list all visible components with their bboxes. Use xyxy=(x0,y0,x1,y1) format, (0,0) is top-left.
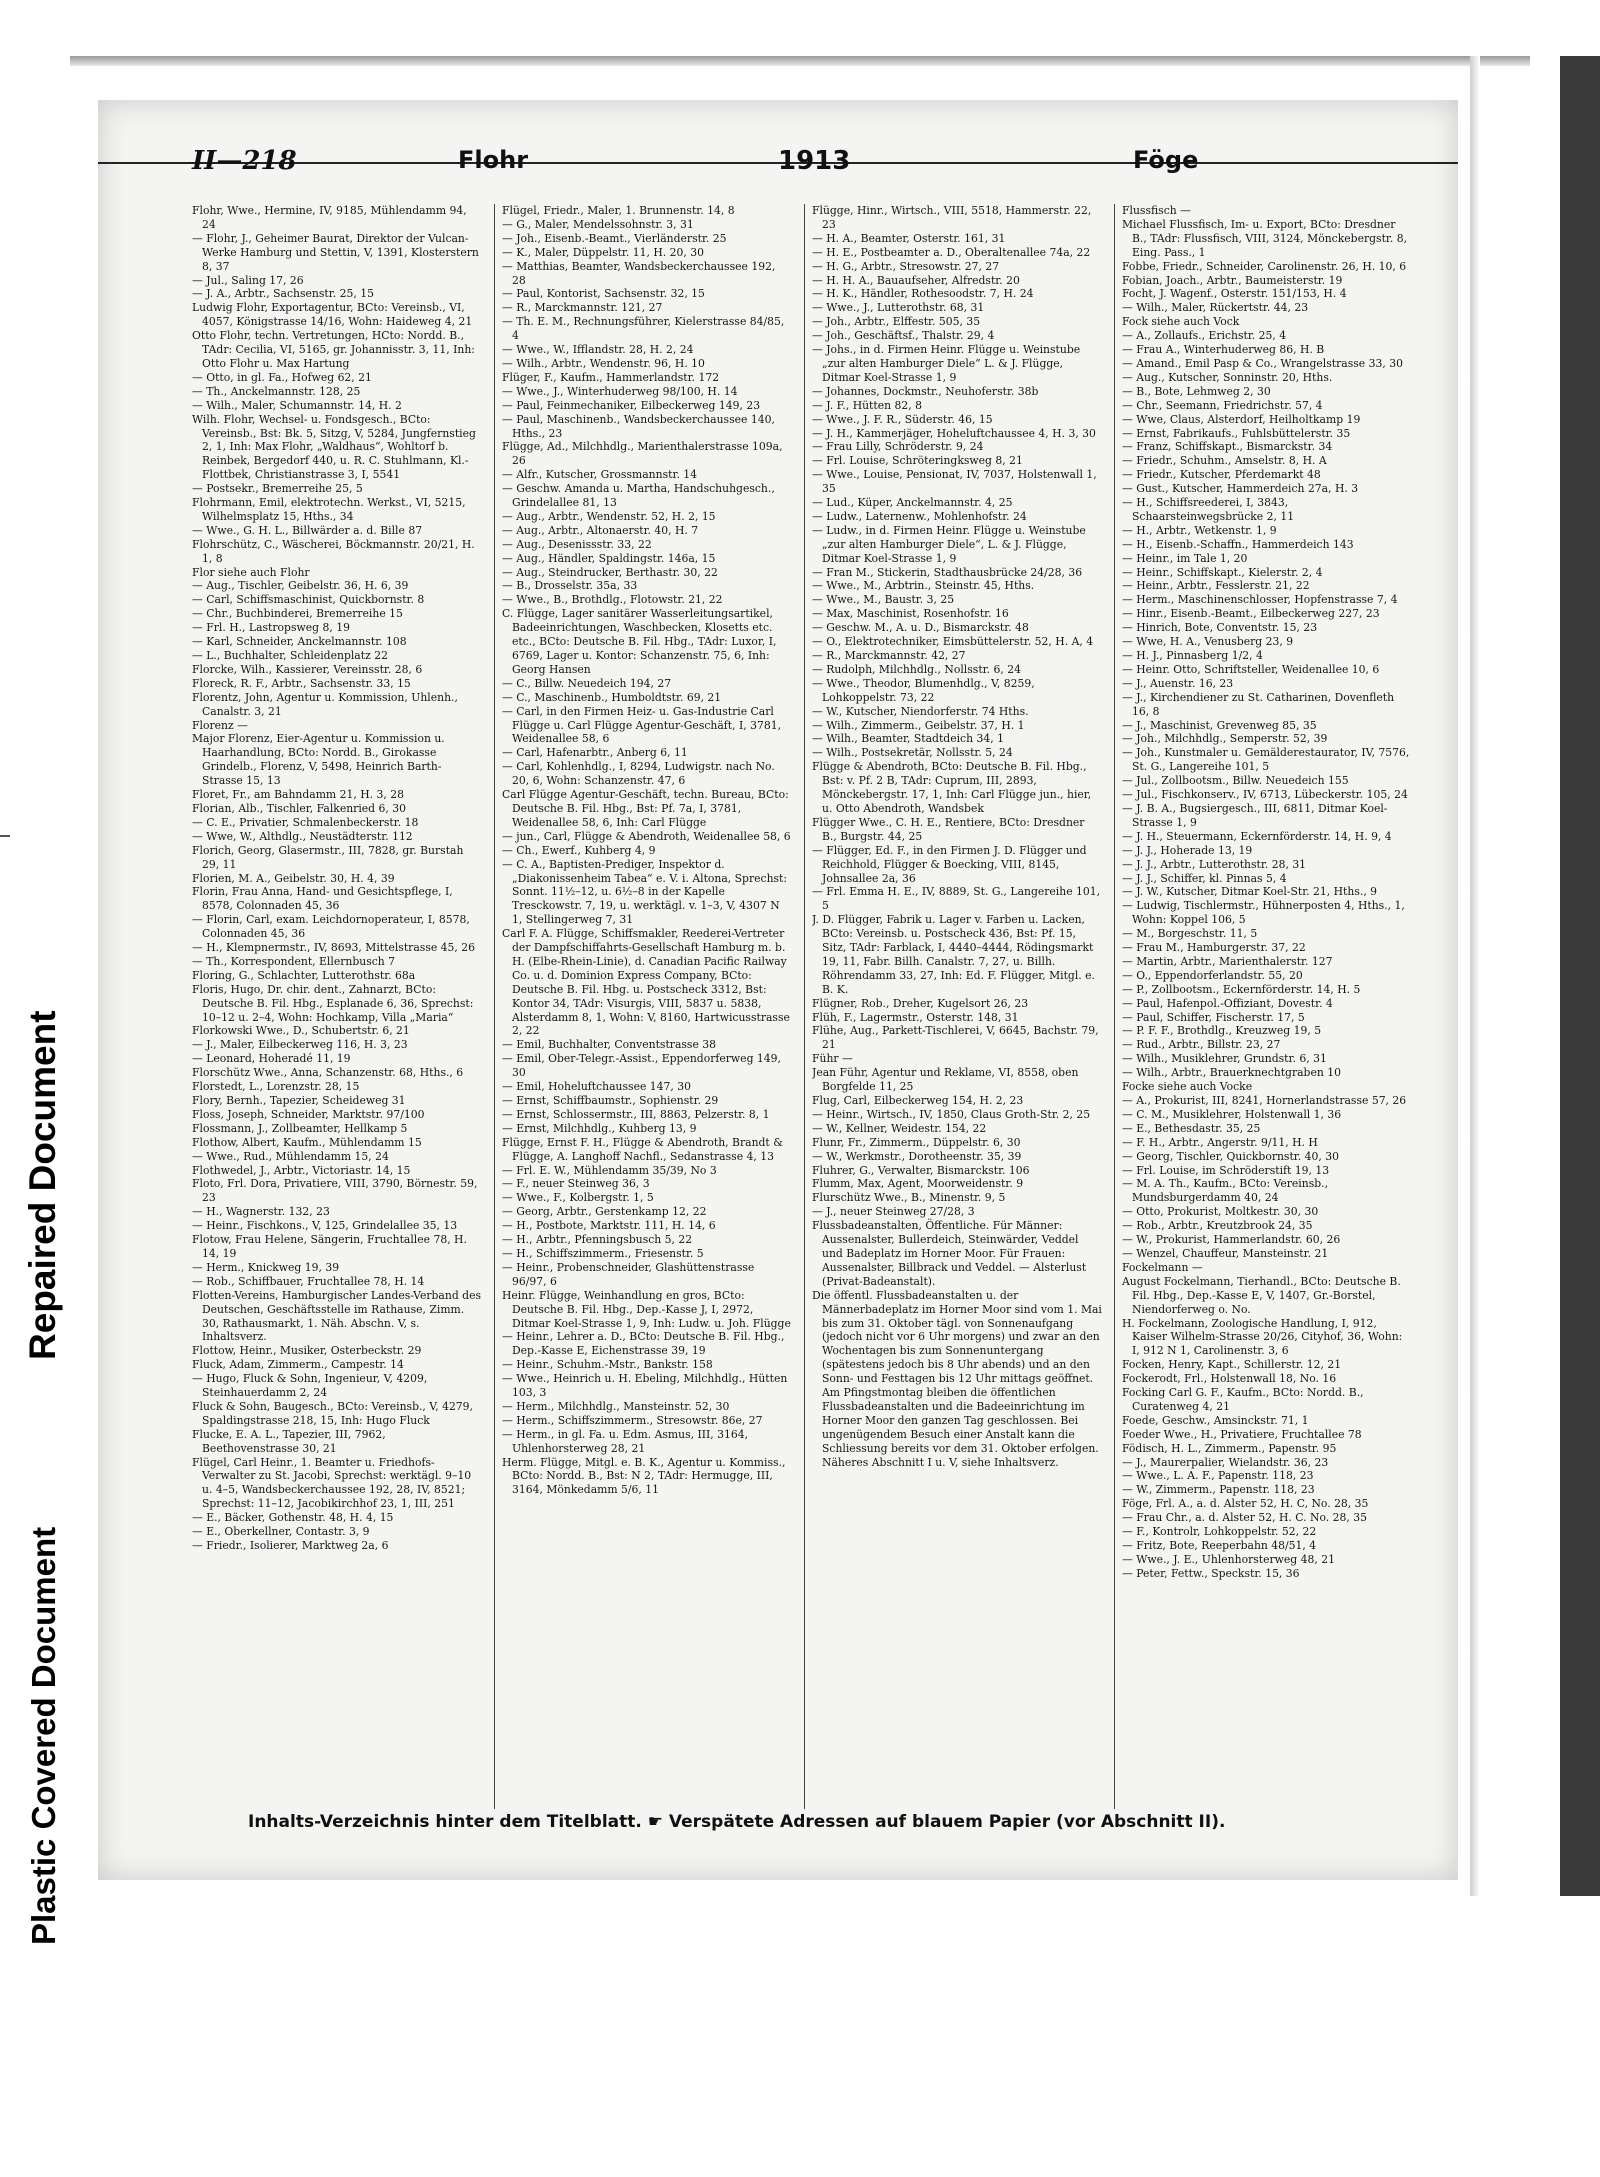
directory-entry: Fock siehe auch Vock xyxy=(1122,315,1240,329)
directory-entry: — J. A., Arbtr., Sachsenstr. 25, 15 xyxy=(192,287,374,301)
directory-entry: — Wwe., J. E., Uhlenhorsterweg 48, 21 xyxy=(1122,1552,1335,1566)
directory-entry: Floto, Frl. Dora, Privatiere, VIII, 3790, Börnestr. 59, 23 xyxy=(192,1177,478,1205)
directory-entry: Flotten-Vereins, Hamburgischer Landes-Verband des Deutschen, Geschäftsstelle im Rathause, Zimm. 30, Rathausmarkt, 1. Näh. Abschn. V, s. Inhaltsverz. xyxy=(192,1288,482,1344)
directory-entry: — Paul, Schiffer, Fischerstr. 17, 5 xyxy=(1122,1010,1305,1024)
directory-entry: H. Fockelmann, Zoologische Handlung, I, 912, Kaiser Wilhelm-Strasse 20/26, Cityhof, 36, Wohn: I, 912 N 1, Carolinenstr. 3, 6 xyxy=(1122,1316,1403,1358)
directory-entry: — Wwe., Rud., Mühlendamm 15, 24 xyxy=(192,1149,389,1163)
directory-entry: — Fritz, Bote, Reeperbahn 48/51, 4 xyxy=(1122,1539,1317,1552)
directory-entry: — Heinr., Lehrer a. D., BCto: Deutsche B. Fil. Hbg., Dep.-Kasse E, Eichenstrasse 39, 19 xyxy=(502,1330,785,1358)
directory-entry: Fobian, Joach., Arbtr., Baumeisterstr. 19 xyxy=(1122,273,1343,287)
directory-entry: — Wwe., M., Arbtrin., Steinstr. 45, Hths. xyxy=(812,579,1035,593)
column-rule xyxy=(494,204,495,1809)
directory-entry: Major Florenz, Eier-Agentur u. Kommission u. Haarhandlung, BCto: Nordd. B., Girokasse Grindelb., Florenz, V, 5498, Heinrich Barth-Strasse 15, 13 xyxy=(192,732,445,788)
directory-entry: Focken, Henry, Kapt., Schillerstr. 12, 21 xyxy=(1122,1358,1342,1372)
directory-entry: — Paul, Maschinenb., Wandsbeckerchaussee 140, Hths., 23 xyxy=(502,412,775,440)
directory-entry: Florien, M. A., Geibelstr. 30, H. 4, 39 xyxy=(192,871,395,885)
directory-entry: — Chr., Buchbinderei, Bremerreihe 15 xyxy=(192,607,403,621)
directory-entry: — F. H., Arbtr., Angerstr. 9/11, H. H xyxy=(1122,1135,1318,1149)
column-4 xyxy=(1122,204,1412,1809)
directory-entry: — Rob., Arbtr., Kreutzbrook 24, 35 xyxy=(1122,1219,1313,1233)
directory-entry: — Wwe., M., Baustr. 3, 25 xyxy=(812,593,955,607)
directory-entry: — H., Eisenb.-Schaffn., Hammerdeich 143 xyxy=(1122,537,1354,551)
directory-entry: — Amand., Emil Pasp & Co., Wrangelstrasse 33, 30 xyxy=(1122,356,1403,370)
directory-entry: — Herm., Knickweg 19, 39 xyxy=(192,1260,340,1274)
directory-entry: Flothwedel, J., Arbtr., Victoriastr. 14, 15 xyxy=(192,1163,411,1177)
directory-entry: — Paul, Kontorist, Sachsenstr. 32, 15 xyxy=(502,287,705,301)
directory-entry: Flüger, F., Kaufm., Hammerlandstr. 172 xyxy=(502,370,720,384)
directory-entry: — Frl. H., Lastropsweg 8, 19 xyxy=(192,621,350,635)
directory-entry: — Friedr., Schuhm., Amselstr. 8, H. A xyxy=(1122,454,1327,468)
directory-entry: — Postsekr., Bremerreihe 25, 5 xyxy=(192,482,363,496)
column-2 xyxy=(502,204,792,1809)
directory-entry: — Th. E. M., Rechnungsführer, Kielerstrasse 84/85, 4 xyxy=(502,315,785,343)
directory-entry: — J. H., Kammerjäger, Hoheluftchaussee 4, H. 3, 30 xyxy=(812,426,1096,440)
directory-entry: — W., Prokurist, Hammerlandstr. 60, 26 xyxy=(1122,1233,1341,1247)
directory-entry: — Ernst, Schiffbaumstr., Sophienstr. 29 xyxy=(502,1094,719,1107)
directory-entry: — Ernst, Fabrikaufs., Fuhlsbüttelerstr. 35 xyxy=(1122,426,1351,440)
directory-entry: — Heinr., Wirtsch., IV, 1850, Claus Groth-Str. 2, 25 xyxy=(812,1107,1091,1121)
directory-entry: — Martin, Arbtr., Marienthalerstr. 127 xyxy=(1122,954,1333,968)
directory-entry: — Emil, Buchhalter, Conventstrasse 38 xyxy=(502,1038,717,1052)
directory-entry: Flory, Bernh., Tapezier, Scheideweg 31 xyxy=(192,1094,406,1107)
directory-entry: — Peter, Fettw., Speckstr. 15, 36 xyxy=(1122,1566,1300,1580)
directory-entry: — Wwe, Claus, Alsterdorf, Heilholtkamp 19 xyxy=(1122,412,1361,426)
directory-entry: Carl F. A. Flügge, Schiffsmakler, Reederei-Vertreter der Dampfschiffahrts-Gesellschaft Hamburg m. b. H. (Elbe-Rhein-Linie), d. Canadian Pacific Railway Co. u. d. Dominion Express Company, BCto: Deutsche B. Fil. Hbg. u. Postscheck 3312, Bst: Kontor 34, TAdr: Visurgis, VIII, 5837 u. 5838, Alsterdamm 8, 1, Wohn: V, 8160, Hartwicusstrasse 2, 22 xyxy=(502,927,790,1038)
directory-entry: — H. J., Pinnasberg 1/2, 4 xyxy=(1122,649,1263,662)
directory-entry: — Rob., Schiffbauer, Fruchtallee 78, H. 14 xyxy=(192,1274,425,1288)
directory-entry: — Heinr., Arbtr., Fesslerstr. 21, 22 xyxy=(1122,579,1310,593)
directory-entry: — J., Kirchendiener zu St. Catharinen, Dovenfleth 16, 8 xyxy=(1122,690,1395,718)
directory-entry: — O., Eppendorferlandstr. 55, 20 xyxy=(1122,968,1303,982)
directory-entry: Florenz — xyxy=(192,718,248,732)
last-guide-word: Föge xyxy=(1133,146,1199,174)
directory-entry: Flügner, Rob., Dreher, Kugelsort 26, 23 xyxy=(812,996,1029,1010)
directory-entry: Focke siehe auch Vocke xyxy=(1122,1080,1253,1094)
directory-entry: — Wilh., Zimmerm., Geibelstr. 37, H. 1 xyxy=(812,718,1025,732)
directory-entry: — P., Zollbootsm., Eckernförderstr. 14, H. 5 xyxy=(1122,982,1361,996)
directory-entry: — Frau A., Winterhuderweg 86, H. B xyxy=(1122,343,1325,357)
top-shadow xyxy=(70,56,1530,66)
directory-entry: Flühe, Aug., Parkett-Tischlerei, V, 6645, Bachstr. 79, 21 xyxy=(812,1024,1099,1052)
directory-entry: Foeder Wwe., H., Privatiere, Fruchtallee 78 xyxy=(1122,1427,1362,1441)
directory-entry: — C. M., Musiklehrer, Holstenwall 1, 36 xyxy=(1122,1107,1342,1121)
directory-entry: — O., Elektrotechniker, Eimsbüttelerstr. 52, H. A, 4 xyxy=(812,635,1094,649)
directory-entry: Florcke, Wilh., Kassierer, Vereinsstr. 28, 6 xyxy=(192,662,423,676)
directory-entry: — H. E., Postbeamter a. D., Oberaltenallee 74a, 22 xyxy=(812,245,1091,259)
directory-entry: — J., Auenstr. 16, 23 xyxy=(1122,676,1234,690)
directory-entry: — Frau M., Hamburgerstr. 37, 22 xyxy=(1122,941,1306,955)
directory-entry: — E., Oberkellner, Contastr. 3, 9 xyxy=(192,1525,370,1539)
directory-entry: — Wenzel, Chauffeur, Mansteinstr. 21 xyxy=(1122,1246,1329,1260)
directory-entry: — Ludw., Laternenw., Mohlenhofstr. 24 xyxy=(812,509,1027,523)
directory-entry: — Heinr., Schiffskapt., Kielerstr. 2, 4 xyxy=(1122,565,1323,579)
directory-entry: Flussbadeanstalten, Öffentliche. Für Männer: Aussenalster, Bullerdeich, Steinwärder, Veddel und Badeplatz im Horner Moor. Für Frauen: Aussenalster, Billbrack und Veddel. — Alsterlust (Privat-Badeanstalt). xyxy=(812,1219,1087,1288)
directory-entry: — Gust., Kutscher, Hammerdeich 27a, H. 3 xyxy=(1122,482,1359,496)
directory-entry: Floreck, R. F., Arbtr., Sachsenstr. 33, 15 xyxy=(192,676,411,690)
directory-entry: — Aug., Desenissstr. 33, 22 xyxy=(502,537,652,551)
directory-entry: Flügge & Abendroth, BCto: Deutsche B. Fil. Hbg., Bst: v. Pf. 2 B, TAdr: Cuprum, III, 2893, Mönckebergstr. 17, 1, Inh: Carl Flügge jun., hier, u. Otto Abendroth, Wandsbek xyxy=(812,760,1092,815)
directory-entry: — J. F., Hütten 82, 8 xyxy=(812,398,922,412)
directory-entry: Fluck, Adam, Zimmerm., Campestr. 14 xyxy=(192,1358,404,1372)
directory-entry: Florstedt, L., Lorenzstr. 28, 15 xyxy=(192,1080,360,1094)
directory-entry: — Paul, Feinmechaniker, Eilbeckerweg 149, 23 xyxy=(502,398,761,412)
directory-entry: Jean Führ, Agentur und Reklame, VI, 8558, oben Borgfelde 11, 25 xyxy=(812,1066,1079,1094)
directory-entry: — Rud., Arbtr., Billstr. 23, 27 xyxy=(1122,1038,1281,1052)
directory-entry: — Heinr., Probenschneider, Glashüttenstrasse 96/97, 6 xyxy=(502,1260,755,1288)
directory-entry: — Geschw. M., A. u. D., Bismarckstr. 48 xyxy=(812,621,1029,635)
directory-entry: — Wwe., F., Kolbergstr. 1, 5 xyxy=(502,1191,654,1205)
directory-entry: — C. E., Privatier, Schmalenbeckerstr. 18 xyxy=(192,815,419,829)
directory-entry: — Wwe, H. A., Venusberg 23, 9 xyxy=(1122,635,1294,649)
directory-entry: — Hinrich, Bote, Conventstr. 15, 23 xyxy=(1122,621,1318,635)
directory-entry: — Florin, Carl, exam. Leichdornoperateur, I, 8578, Colonnaden 45, 36 xyxy=(192,913,470,941)
directory-entry: — Aug., Arbtr., Wendenstr. 52, H. 2, 15 xyxy=(502,509,716,523)
directory-entry: Flottow, Heinr., Musiker, Osterbeckstr. 29 xyxy=(192,1344,422,1358)
directory-entry: Flüh, F., Lagermstr., Osterstr. 148, 31 xyxy=(812,1010,1019,1024)
directory-entry: Flucke, E. A. L., Tapezier, III, 7962, Beethovenstrasse 30, 21 xyxy=(192,1427,386,1455)
directory-entry: Foede, Geschw., Amsinckstr. 71, 1 xyxy=(1122,1413,1309,1427)
directory-entry: — L., Buchhalter, Schleidenplatz 22 xyxy=(192,649,388,662)
directory-entry: Führ — xyxy=(812,1052,853,1066)
directory-entry: — Joh., Milchhdlg., Semperstr. 52, 39 xyxy=(1122,732,1328,746)
directory-entry: — Heinr., Fischkons., V, 125, Grindelallee 35, 13 xyxy=(192,1219,458,1233)
directory-entry: — Frl. Emma H. E., IV, 8889, St. G., Langereihe 101, 5 xyxy=(812,885,1101,913)
page-header xyxy=(98,100,1458,176)
directory-entry: — Matthias, Beamter, Wandsbeckerchaussee 192, 28 xyxy=(502,259,776,287)
directory-entry: — C., Maschinenb., Humboldtstr. 69, 21 xyxy=(502,690,722,704)
directory-entry: — Wwe., Theodor, Blumenhdlg., V, 8259, Lohkoppelstr. 73, 22 xyxy=(812,676,1035,704)
directory-entry: Floring, G., Schlachter, Lutterothstr. 68a xyxy=(192,968,416,982)
directory-entry: — Max, Maschinist, Rosenhofstr. 16 xyxy=(812,607,1009,621)
directory-entry: — G., Maler, Mendelssohnstr. 3, 31 xyxy=(502,217,694,231)
directory-entry: — jun., Carl, Flügge & Abendroth, Weidenallee 58, 6 xyxy=(502,829,791,843)
directory-entry: Flügge, Ernst F. H., Flügge & Abendroth, Brandt & Flügge, A. Langhoff Nachfl., Sedanstrasse 4, 13 xyxy=(502,1135,783,1163)
directory-entry: — E., Bäcker, Gothenstr. 48, H. 4, 15 xyxy=(192,1511,394,1525)
directory-entry: Flussfisch — xyxy=(1122,204,1191,217)
directory-entry: — Otto, in gl. Fa., Hofweg 62, 21 xyxy=(192,370,372,384)
directory-entry: — Wilh., Maler, Schumannstr. 14, H. 2 xyxy=(192,398,402,412)
directory-entry: — W., Werkmstr., Dorotheenstr. 35, 39 xyxy=(812,1149,1022,1163)
directory-entry: — Wilh., Beamter, Stadtdeich 34, 1 xyxy=(812,732,1004,746)
directory-entry: — Joh., Geschäftsf., Thalstr. 29, 4 xyxy=(812,329,995,343)
directory-entry: — Frl. Louise, im Schröderstift 19, 13 xyxy=(1122,1163,1330,1177)
directory-entry: Flohr, Wwe., Hermine, IV, 9185, Mühlendamm 94, 24 xyxy=(192,204,467,231)
directory-entry: C. Flügge, Lager sanitärer Wasserleitungsartikel, Badeeinrichtungen, Waschbecken, Klosetts etc. etc., BCto: Deutsche B. Fil. Hbg., TAdr: Luxor, I, 6769, Lager u. Kontor: Schanzenstr. 75, 6, Inh: Georg Hansen xyxy=(502,607,777,676)
directory-entry: — J., neuer Steinweg 27/28, 3 xyxy=(812,1205,975,1219)
directory-entry: — Frl. Louise, Schröteringksweg 8, 21 xyxy=(812,454,1023,468)
directory-entry: — J. J., Arbtr., Lutterothstr. 28, 31 xyxy=(1122,857,1307,871)
directory-entry: — B., Bote, Lehmweg 2, 30 xyxy=(1122,384,1271,398)
directory-entry: — J., Maurerpalier, Wielandstr. 36, 23 xyxy=(1122,1455,1329,1469)
plastic-covered-document-label: Plastic Covered Document xyxy=(25,1526,62,1945)
directory-entry: — M., Borgeschstr. 11, 5 xyxy=(1122,927,1258,941)
directory-entry: — Frl. E. W., Mühlendamm 35/39, No 3 xyxy=(502,1163,717,1177)
directory-entry: — Herm., Milchhdlg., Mansteinstr. 52, 30 xyxy=(502,1399,730,1413)
directory-entry: — K., Maler, Düppelstr. 11, H. 20, 30 xyxy=(502,245,704,259)
directory-entry: — Herm., Maschinenschlosser, Hopfenstrasse 7, 4 xyxy=(1122,593,1398,607)
directory-entry: — H., Schiffsreederei, I, 3843, Schaarsteinwegsbrücke 2, 11 xyxy=(1122,496,1295,523)
directory-entry: — Johannes, Dockmstr., Neuhoferstr. 38b xyxy=(812,384,1039,398)
directory-entry: — Wwe., B., Brothdlg., Flotowstr. 21, 22 xyxy=(502,593,723,607)
directory-entry: — Joh., Arbtr., Elffestr. 505, 35 xyxy=(812,315,981,329)
directory-entry: — Flohr, J., Geheimer Baurat, Direktor der Vulcan-Werke Hamburg und Stettin, V, 1391, Klosterstern 8, 37 xyxy=(192,231,479,273)
directory-entry: Flumm, Max, Agent, Moorweidenstr. 9 xyxy=(812,1177,1024,1191)
directory-entry: Flohrschütz, C., Wäscherei, Böckmannstr. 20/21, H. 1, 8 xyxy=(192,537,475,565)
directory-entry: — Aug., Tischler, Geibelstr. 36, H. 6, 39 xyxy=(192,579,409,593)
directory-entry: — Th., Anckelmannstr. 128, 25 xyxy=(192,384,361,398)
directory-entry: — Wwe., W., Ifflandstr. 28, H. 2, 24 xyxy=(502,343,694,357)
directory-entry: Fluck & Sohn, Baugesch., BCto: Vereinsb., V, 4279, Spaldingstrasse 218, 15, Inh: Hugo Fluck xyxy=(192,1399,473,1427)
directory-entry: Fockelmann — xyxy=(1122,1260,1203,1274)
directory-entry: — H. A., Beamter, Osterstr. 161, 31 xyxy=(812,231,1006,245)
directory-entry: — Heinr., im Tale 1, 20 xyxy=(1122,551,1248,565)
directory-entry: — Herm., Schiffszimmerm., Stresowstr. 86e, 27 xyxy=(502,1413,763,1427)
directory-entry: — H. G., Arbtr., Stresowstr. 27, 27 xyxy=(812,259,1000,273)
directory-entry: — Karl, Schneider, Anckelmannstr. 108 xyxy=(192,635,407,649)
directory-entry: — Ch., Ewerf., Kuhberg 4, 9 xyxy=(502,843,656,857)
directory-entry: — Herm., in gl. Fa. u. Edm. Asmus, III, 3164, Uhlenhorsterweg 28, 21 xyxy=(502,1427,749,1455)
directory-entry: Florian, Alb., Tischler, Falkenried 6, 30 xyxy=(192,801,407,815)
directory-entry: — Th., Korrespondent, Ellernbusch 7 xyxy=(192,954,396,968)
directory-entry: — P. F. F., Brothdlg., Kreuzweg 19, 5 xyxy=(1122,1024,1322,1038)
directory-entry: — Alfr., Kutscher, Grossmannstr. 14 xyxy=(502,468,698,482)
directory-entry: — Friedr., Isolierer, Marktweg 2a, 6 xyxy=(192,1539,389,1552)
directory-entry: Föge, Frl. A., a. d. Alster 52, H. C, No. 28, 35 xyxy=(1122,1497,1369,1511)
directory-entry: — J., Maschinist, Grevenweg 85, 35 xyxy=(1122,718,1317,732)
directory-entry: — H., Wagnerstr. 132, 23 xyxy=(192,1205,330,1219)
directory-entry: — Johs., in d. Firmen Heinr. Flügge u. Weinstube „zur alten Hamburger Diele“ L. & J. Flügge, Ditmar Koel-Strasse 1, 9 xyxy=(812,343,1081,384)
directory-entry: Fockerodt, Frl., Holstenwall 18, No. 16 xyxy=(1122,1372,1337,1386)
directory-entry: — J. W., Kutscher, Ditmar Koel-Str. 21, Hths., 9 xyxy=(1122,885,1378,899)
directory-entry: — J. B. A., Bugsiergesch., III, 6811, Ditmar Koel-Strasse 1, 9 xyxy=(1122,801,1388,829)
directory-entry: Flügel, Carl Heinr., 1. Beamter u. Friedhofs-Verwalter zu St. Jacobi, Sprechst: werktägl. 9–10 u. 4–5, Wandsbeckerchaussee 192, 28, IV, 8521; Sprechst: 11–12, Jacobikirchhof 23, 1, III, 251 xyxy=(192,1455,472,1511)
directory-entry: — C., Billw. Neuedeich 194, 27 xyxy=(502,676,672,690)
directory-entry: — Wwe., J. F. R., Süderstr. 46, 15 xyxy=(812,412,993,426)
first-guide-word: Flohr xyxy=(458,146,529,174)
directory-entry: Ludwig Flohr, Exportagentur, BCto: Vereinsb., VI, 4057, Königstrasse 14/16, Wohn: Haideweg 4, 21 xyxy=(192,301,473,329)
directory-entry: — H., Postbote, Marktstr. 111, H. 14, 6 xyxy=(502,1219,716,1233)
directory-entry: — Otto, Prokurist, Moltkestr. 30, 30 xyxy=(1122,1205,1319,1219)
directory-entry: — Joh., Eisenb.-Beamt., Vierländerstr. 25 xyxy=(502,231,727,245)
edge-dash xyxy=(0,835,10,837)
directory-entry: — Jul., Fischkonserv., IV, 6713, Lübeckerstr. 105, 24 xyxy=(1122,788,1408,802)
directory-entry: — Carl, Kohlenhdlg., I, 8294, Ludwigstr. nach No. 20, 6, Wohn: Schanzenstr. 47, 6 xyxy=(502,760,775,788)
directory-entry: — Lud., Küper, Anckelmannstr. 4, 25 xyxy=(812,496,1013,510)
directory-entry: Herm. Flügge, Mitgl. e. B. K., Agentur u. Kommiss., BCto: Nordd. B., Bst: N 2, TAdr: Hermugge, III, 3164, Mönkedamm 5/6, 11 xyxy=(502,1455,786,1497)
directory-entry: — W., Zimmerm., Papenstr. 118, 23 xyxy=(1122,1483,1315,1497)
directory-entry: — C. A., Baptisten-Prediger, Inspektor d. „Diakonissenheim Tabea“ e. V. i. Altona, Sprechst: Sonnt. 11½–12, u. 6½–8 in der Kapelle Tresckowstr. 7, 19, u. werktägl. v. 1–3, V, 4307 N 1, Stellingerweg 7, 31 xyxy=(502,857,788,927)
directory-entry: — Friedr., Kutscher, Pferdemarkt 48 xyxy=(1122,468,1321,482)
column-3 xyxy=(812,204,1102,1809)
directory-entry: Flurschütz Wwe., B., Minenstr. 9, 5 xyxy=(812,1191,1006,1205)
directory-entry: Floris, Hugo, Dr. chir. dent., Zahnarzt, BCto: Deutsche B. Fil. Hbg., Esplanade 6, 36, Sprechst: 10–12 u. 2–4, Wohn: Hochkamp, Villa „Maria“ xyxy=(192,982,474,1024)
directory-entry: — Wilh., Postsekretär, Nollsstr. 5, 24 xyxy=(812,746,1013,760)
directory-entry: Florkowski Wwe., D., Schubertstr. 6, 21 xyxy=(192,1024,410,1038)
directory-entry: — R., Marckmannstr. 42, 27 xyxy=(812,649,966,662)
directory-entry: — Flügger, Ed. F., in den Firmen J. D. Flügger und Reichhold, Flügger & Boecking, VIII, 8145, Johnsallee 2a, 36 xyxy=(812,843,1087,885)
directory-entry: — Geschw. Amanda u. Martha, Handschuhgesch., Grindelallee 81, 13 xyxy=(502,482,775,510)
directory-entry: — Heinr., Schuhm.-Mstr., Bankstr. 158 xyxy=(502,1358,713,1372)
directory-entry: — Aug., Kutscher, Sonninstr. 20, Hths. xyxy=(1122,370,1333,384)
column-1 xyxy=(192,204,482,1809)
directory-entry: — Heinr. Otto, Schriftsteller, Weidenallee 10, 6 xyxy=(1122,662,1380,676)
directory-entry: — Emil, Hoheluftchaussee 147, 30 xyxy=(502,1080,692,1094)
directory-entry: — Ludwig, Tischlermstr., Hühnerposten 4, Hths., 1, Wohn: Koppel 106, 5 xyxy=(1122,899,1405,927)
directory-entry: — Aug., Steindrucker, Berthastr. 30, 22 xyxy=(502,565,718,579)
directory-entry: — Wwe., J., Lutterothstr. 68, 31 xyxy=(812,301,985,315)
directory-entry: J. D. Flügger, Fabrik u. Lager v. Farben u. Lacken, BCto: Vereinsb. u. Postscheck 436, Bst: Pf. 15, Sitz, TAdr: Farblack, I, 4440–4444, Rödingsmarkt 19, 11, Fabr. Billh. Canalstr. 7, 27, u. Billh. Röhrendamm 33, 27, Inh: Ed. F. Flügger, Mitgl. e. B. K. xyxy=(812,913,1095,996)
directory-entry: — J. J., Hoherade 13, 19 xyxy=(1122,843,1253,857)
directory-entry: Flothow, Albert, Kaufm., Mühlendamm 15 xyxy=(192,1135,422,1149)
repaired-document-label: Repaired Document xyxy=(22,1010,63,1360)
directory-entry: Wilh. Flohr, Wechsel- u. Fondsgesch., BCto: Vereinsb., Bst: Bk. 5, Sitzg, V, 5284, Jungfernstieg 2, 1, Inh: Max Flohr, „Waldhaus“, Wohltorf b. Reinbek, Bergedorf 440, u. R. C. Stuhlmann, Kl.-Flottbek, Christianstrasse 3, I, 5541 xyxy=(192,412,476,482)
directory-entry: Florschütz Wwe., Anna, Schanzenstr. 68, Hths., 6 xyxy=(192,1066,464,1080)
directory-entry: — Ernst, Schlossermstr., III, 8863, Pelzerstr. 8, 1 xyxy=(502,1107,770,1121)
directory-page xyxy=(98,100,1458,1880)
directory-entry: — Georg, Arbtr., Gerstenkamp 12, 22 xyxy=(502,1205,707,1219)
directory-entry: — H., Klempnermstr., IV, 8693, Mittelstrasse 45, 26 xyxy=(192,941,476,955)
directory-entry: — Carl, in den Firmen Heiz- u. Gas-Industrie Carl Flügge u. Carl Flügge Agentur-Geschäft, I, 3781, Weidenallee 58, 6 xyxy=(502,704,782,746)
directory-entry: — W., Kellner, Weidestr. 154, 22 xyxy=(812,1121,987,1135)
directory-entry: — Georg, Tischler, Quickbornstr. 40, 30 xyxy=(1122,1149,1339,1163)
directory-entry: — Hugo, Fluck & Sohn, Ingenieur, V, 4209, Steinhauerdamm 2, 24 xyxy=(192,1372,428,1400)
footer-note: Inhalts-Verzeichnis hinter dem Titelblatt. ☛ Verspätete Adressen auf blauem Papier (vor Abschnitt II). xyxy=(248,1812,1226,1832)
directory-entry: August Fockelmann, Tierhandl., BCto: Deutsche B. Fil. Hbg., Dep.-Kasse E, V, 1407, Gr.-Borstel, Niendorferweg o. No. xyxy=(1122,1274,1401,1316)
directory-entry: Flügger Wwe., C. H. E., Rentiere, BCto: Dresdner B., Burgstr. 44, 25 xyxy=(812,815,1085,843)
directory-entry: — Fran M., Stickerin, Stadthausbrücke 24/28, 36 xyxy=(812,565,1083,579)
directory-entry: — Leonard, Hoheradé 11, 19 xyxy=(192,1052,351,1066)
year: 1913 xyxy=(778,146,851,176)
directory-entry: — Jul., Saling 17, 26 xyxy=(192,273,304,287)
directory-entry: — B., Drosselstr. 35a, 33 xyxy=(502,579,638,593)
directory-entry: — Wilh., Musiklehrer, Grundstr. 6, 31 xyxy=(1122,1052,1327,1066)
directory-entry: Flohrmann, Emil, elektrotechn. Werkst., VI, 5215, Wilhelmsplatz 15, Hths., 34 xyxy=(192,496,466,523)
directory-entry: — Wwe., Heinrich u. H. Ebeling, Milchhdlg., Hütten 103, 3 xyxy=(502,1372,788,1400)
directory-entry: — H., Arbtr., Wetkenstr. 1, 9 xyxy=(1122,523,1277,537)
directory-entry: Flug, Carl, Eilbeckerweg 154, H. 2, 23 xyxy=(812,1094,1024,1107)
directory-entry: Flossmann, J., Zollbeamter, Hellkamp 5 xyxy=(192,1121,408,1135)
directory-entry: — Wilh., Arbtr., Wendenstr. 96, H. 10 xyxy=(502,356,705,370)
directory-entry: — Chr., Seemann, Friedrichstr. 57, 4 xyxy=(1122,398,1323,412)
directory-entry: — R., Marckmannstr. 121, 27 xyxy=(502,301,663,315)
directory-entry: Carl Flügge Agentur-Geschäft, techn. Bureau, BCto: Deutsche B. Fil. Hbg., Bst: Pf. 7a, I, 3781, Weidenallee 58, 6, Inh: Carl Flügge xyxy=(502,788,789,829)
directory-entry: — J. H., Steuermann, Eckernförderstr. 14, H. 9, 4 xyxy=(1122,829,1392,843)
directory-entry: — Ernst, Milchhdlg., Kuhberg 13, 9 xyxy=(502,1121,697,1135)
entry-columns xyxy=(192,204,1432,1809)
directory-entry: — Aug., Händler, Spaldingstr. 146a, 15 xyxy=(502,551,716,565)
directory-entry: — J. J., Schiffer, kl. Pinnas 5, 4 xyxy=(1122,871,1287,885)
directory-entry: — Frau Chr., a. d. Alster 52, H. C. No. 28, 35 xyxy=(1122,1511,1367,1525)
column-rule xyxy=(1114,204,1115,1809)
directory-entry: — Wilh., Arbtr., Brauerknechtgraben 10 xyxy=(1122,1066,1341,1080)
directory-entry: Flotow, Frau Helene, Sängerin, Fruchtallee 78, H. 14, 19 xyxy=(192,1233,467,1260)
directory-entry: Fluhrer, G., Verwalter, Bismarckstr. 106 xyxy=(812,1163,1030,1177)
directory-entry: — H. H. A., Bauaufseher, Alfredstr. 20 xyxy=(812,273,1020,287)
directory-entry: Floss, Joseph, Schneider, Marktstr. 97/100 xyxy=(192,1107,425,1121)
directory-entry: — A., Prokurist, III, 8241, Hornerlandstrasse 57, 26 xyxy=(1122,1094,1407,1107)
directory-entry: — Frau Lilly, Schröderstr. 9, 24 xyxy=(812,440,984,454)
directory-entry: Flügge, Hinr., Wirtsch., VIII, 5518, Hammerstr. 22, 23 xyxy=(812,204,1092,231)
directory-entry: Floret, Fr., am Bahndamm 21, H. 3, 28 xyxy=(192,788,404,802)
directory-entry: — W., Kutscher, Niendorferstr. 74 Hths. xyxy=(812,704,1029,718)
directory-entry: — Wwe., G. H. L., Billwärder a. d. Bille 87 xyxy=(192,523,423,537)
directory-entry: Focking Carl G. F., Kaufm., BCto: Nordd. B., Curatenweg 4, 21 xyxy=(1122,1386,1364,1413)
page-number: II—218 xyxy=(192,146,297,176)
directory-entry: Flunr, Fr., Zimmerm., Düppelstr. 6, 30 xyxy=(812,1135,1021,1149)
directory-entry: — Carl, Schiffsmaschinist, Quickbornstr. 8 xyxy=(192,593,425,607)
directory-entry: — Jul., Zollbootsm., Billw. Neuedeich 155 xyxy=(1122,774,1349,788)
directory-entry: Focht, J. Wagenf., Osterstr. 151/153, H. 4 xyxy=(1122,287,1347,301)
directory-entry: Michael Flussfisch, Im- u. Export, BCto: Dresdner B., TAdr: Flussfisch, VIII, 3124, Mönckebergstr. 8, Eing. Pass., 1 xyxy=(1122,217,1408,259)
directory-entry: Flor siehe auch Flohr xyxy=(192,565,310,579)
directory-entry: — H., Arbtr., Pfenningsbusch 5, 22 xyxy=(502,1233,693,1247)
directory-entry: — Carl, Hafenarbtr., Anberg 6, 11 xyxy=(502,746,688,760)
directory-entry: — H., Schiffszimmerm., Friesenstr. 5 xyxy=(502,1246,704,1260)
directory-entry: — Rudolph, Milchhdlg., Nollsstr. 6, 24 xyxy=(812,662,1021,676)
directory-entry: — Franz, Schiffskapt., Bismarckstr. 34 xyxy=(1122,440,1333,454)
directory-entry: Die öffentl. Flussbadeanstalten u. der Männerbadeplatz im Horner Moor sind vom 1. Mai bis zum 31. Oktober tägl. von Sonnenaufgang (jedoch nicht vor 6 Uhr morgens) und zwar an den Wochentagen bis zum Sonnenuntergang (spätestens jedoch bis 8 Uhr abends) und an den Sonn- und Festtagen bis 12 Uhr mittags geöffnet. Am Pfingstmontag bleiben die öffentlichen Flussbadeanstalten und die Badeeinrichtung im Horner Moor den ganzen Tag geschlossen. Bei ungenügendem Besuch einer Anstalt kann die Schliessung bereits vor dem 31. Oktober erfolgen. Näheres Abschnitt I u. V, siehe Inhaltsverz. xyxy=(812,1288,1102,1469)
directory-entry: — Wwe., Louise, Pensionat, IV, 7037, Holstenwall 1, 35 xyxy=(812,468,1097,496)
directory-entry: — F., neuer Steinweg 36, 3 xyxy=(502,1177,650,1191)
directory-entry: — A., Zollaufs., Erichstr. 25, 4 xyxy=(1122,329,1287,343)
right-edge-bar xyxy=(1560,56,1600,1896)
directory-entry: Florin, Frau Anna, Hand- und Gesichtspflege, I, 8578, Colonnaden 45, 36 xyxy=(192,885,453,913)
directory-entry: Födisch, H. L., Zimmerm., Papenstr. 95 xyxy=(1122,1441,1337,1455)
directory-entry: Fobbe, Friedr., Schneider, Carolinenstr. 26, H. 10, 6 xyxy=(1122,259,1407,273)
directory-entry: — Wwe., L. A. F., Papenstr. 118, 23 xyxy=(1122,1469,1314,1483)
right-shadow xyxy=(1470,56,1480,1896)
directory-entry: Otto Flohr, techn. Vertretungen, HCto: Nordd. B., TAdr: Cecilia, VI, 5165, gr. Johannisstr. 3, 11, Inh: Otto Flohr u. Max Hartung xyxy=(192,329,475,370)
directory-entry: — Aug., Arbtr., Altonaerstr. 40, H. 7 xyxy=(502,523,699,537)
directory-entry: — J., Maler, Eilbeckerweg 116, H. 3, 23 xyxy=(192,1038,408,1052)
directory-entry: — Wwe., J., Winterhuderweg 98/100, H. 14 xyxy=(502,384,738,398)
directory-entry: — M. A. Th., Kaufm., BCto: Vereinsb., Mundsburgerdamm 40, 24 xyxy=(1122,1177,1329,1205)
directory-entry: Flügel, Friedr., Maler, 1. Brunnenstr. 14, 8 xyxy=(502,204,735,217)
column-rule xyxy=(804,204,805,1809)
directory-entry: — Wwe, W., Althdlg., Neustädterstr. 112 xyxy=(192,829,413,843)
directory-entry: — Ludw., in d. Firmen Heinr. Flügge u. Weinstube „zur alten Hamburger Diele“, L. & J. Flügge, Ditmar Koel-Strasse 1, 9 xyxy=(812,523,1086,565)
directory-entry: Heinr. Flügge, Weinhandlung en gros, BCto: Deutsche B. Fil. Hbg., Dep.-Kasse J, I, 2972, Ditmar Koel-Strasse 1, 9, Inh: Ludw. u. Joh. Flügge xyxy=(502,1288,791,1330)
directory-entry: — Wilh., Maler, Rückertstr. 44, 23 xyxy=(1122,301,1309,315)
directory-entry: Florentz, John, Agentur u. Kommission, Uhlenh., Canalstr. 3, 21 xyxy=(192,690,458,718)
directory-entry: — Paul, Hafenpol.-Offiziant, Dovestr. 4 xyxy=(1122,996,1333,1010)
directory-entry: — F., Kontrolr, Lohkoppelstr. 52, 22 xyxy=(1122,1525,1317,1539)
directory-entry: — Emil, Ober-Telegr.-Assist., Eppendorferweg 149, 30 xyxy=(502,1052,781,1080)
directory-entry: Florich, Georg, Glasermstr., III, 7828, gr. Burstah 29, 11 xyxy=(192,843,464,871)
directory-entry: — Hinr., Eisenb.-Beamt., Eilbeckerweg 227, 23 xyxy=(1122,607,1380,621)
directory-entry: Flügge, Ad., Milchhdlg., Marienthalerstrasse 109a, 26 xyxy=(502,440,783,468)
directory-entry: — Joh., Kunstmaler u. Gemälderestaurator, IV, 7576, St. G., Langereihe 101, 5 xyxy=(1122,746,1410,774)
directory-entry: — H. K., Händler, Rothesoodstr. 7, H. 24 xyxy=(812,287,1034,301)
directory-entry: — E., Bethesdastr. 35, 25 xyxy=(1122,1121,1261,1135)
